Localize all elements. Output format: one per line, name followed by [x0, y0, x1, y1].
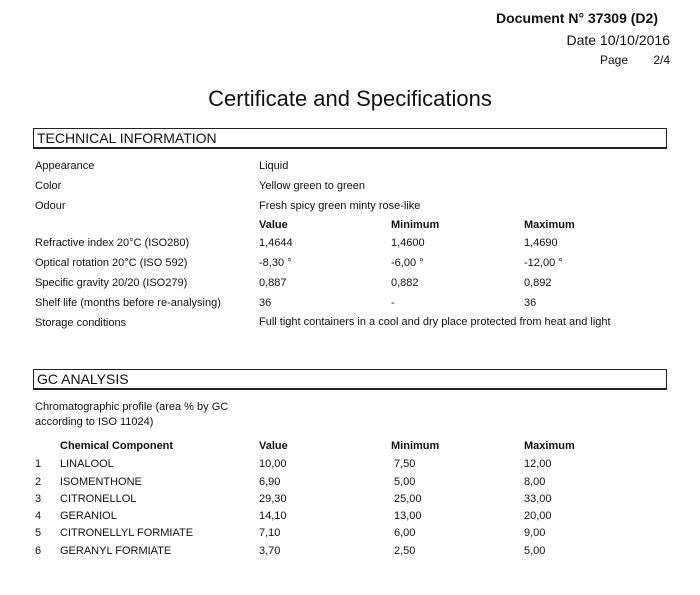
gc-row-component: CITRONELLYL FORMIATE: [60, 527, 194, 539]
tech-row-max: -12,00 °: [524, 257, 563, 269]
gc-row-component: LINALOOL: [60, 458, 114, 470]
gc-row-value: 3,70: [259, 545, 281, 557]
tech-row-min: -6,00 °: [391, 257, 424, 269]
storage-label: Storage conditions: [35, 317, 127, 329]
page-title: Certificate and Specifications: [208, 86, 492, 111]
tech-col-value: Value: [259, 219, 288, 231]
gc-row-number: 1: [35, 458, 42, 470]
gc-analysis-header: [33, 369, 667, 389]
tech-row-label: Shelf life (months before re-analysing): [35, 297, 221, 309]
gc-row-value: 14,10: [259, 510, 287, 522]
page-number: 2/4: [653, 53, 670, 67]
tech-row-label: Optical rotation 20°C (ISO 592): [35, 257, 188, 269]
gc-col-value: Value: [259, 440, 288, 452]
storage-value: Full tight containers in a cool and dry place protected from heat and light: [259, 316, 611, 328]
gc-row-max: 33,00: [524, 493, 552, 505]
tech-row-min: 1,4600: [391, 237, 425, 249]
tech-row-value: 1,4644: [259, 237, 293, 249]
gc-analysis-heading: GC ANALYSIS: [37, 371, 129, 387]
gc-col-minimum: Minimum: [391, 440, 440, 452]
gc-row-value: 29,30: [259, 493, 287, 505]
tech-row-label: Refractive index 20°C (ISO280): [35, 237, 190, 249]
odour-value: Fresh spicy green minty rose-like: [259, 200, 421, 212]
tech-row-label: Specific gravity 20/20 (ISO279): [35, 277, 188, 289]
color-label: Color: [35, 180, 62, 192]
tech-row-max: 1,4690: [524, 237, 558, 249]
gc-row-max: 20,00: [524, 510, 552, 522]
gc-row-value: 10,00: [259, 458, 287, 470]
gc-row-number: 6: [35, 545, 42, 557]
tech-row-value: 0,887: [259, 277, 287, 289]
section-rule: [33, 148, 667, 149]
gc-row-number: 5: [35, 527, 42, 539]
gc-row-number: 2: [35, 476, 42, 488]
tech-col-maximum: Maximum: [524, 219, 575, 231]
color-value: Yellow green to green: [259, 180, 366, 192]
gc-col-maximum: Maximum: [524, 440, 575, 452]
gc-row-max: 8,00: [524, 476, 546, 488]
gc-row-min: 2,50: [394, 545, 416, 557]
gc-row-min: 13,00: [394, 510, 422, 522]
tech-row-max: 36: [524, 297, 537, 309]
technical-information-heading: TECHNICAL INFORMATION: [37, 130, 217, 146]
gc-col-component: Chemical Component: [60, 440, 174, 452]
gc-row-component: GERANYL FORMIATE: [60, 545, 172, 557]
gc-row-min: 6,00: [394, 527, 416, 539]
gc-row-value: 7,10: [259, 527, 281, 539]
gc-row-component: ISOMENTHONE: [60, 476, 142, 488]
gc-profile-line2: according to ISO 11024): [35, 416, 154, 428]
gc-profile-line1: Chromatographic profile (area % by GC: [35, 401, 229, 413]
document-date: Date 10/10/2016: [566, 32, 670, 48]
gc-row-component: GERANIOL: [60, 510, 117, 522]
tech-row-value: 36: [259, 297, 272, 309]
technical-information-header: [33, 128, 667, 148]
gc-row-min: 7,50: [394, 458, 416, 470]
gc-row-min: 5,00: [394, 476, 416, 488]
gc-row-max: 5,00: [524, 545, 546, 557]
gc-row-number: 4: [35, 510, 42, 522]
odour-label: Odour: [35, 200, 66, 212]
tech-row-min: -: [391, 297, 395, 309]
gc-row-number: 3: [35, 493, 42, 505]
appearance-label: Appearance: [35, 160, 95, 172]
gc-row-max: 9,00: [524, 527, 546, 539]
tech-row-min: 0,882: [391, 277, 419, 289]
appearance-value: Liquid: [259, 160, 289, 172]
gc-row-min: 25,00: [394, 493, 422, 505]
tech-col-minimum: Minimum: [391, 219, 440, 231]
tech-row-max: 0,892: [524, 277, 552, 289]
page-label: Page: [599, 53, 628, 67]
gc-row-value: 6,90: [259, 476, 281, 488]
section-rule: [33, 389, 667, 390]
gc-row-component: CITRONELLOL: [60, 493, 137, 505]
gc-row-max: 12,00: [524, 458, 552, 470]
document-number: Document N° 37309 (D2): [496, 10, 658, 26]
tech-row-value: -8,30 °: [259, 257, 292, 269]
